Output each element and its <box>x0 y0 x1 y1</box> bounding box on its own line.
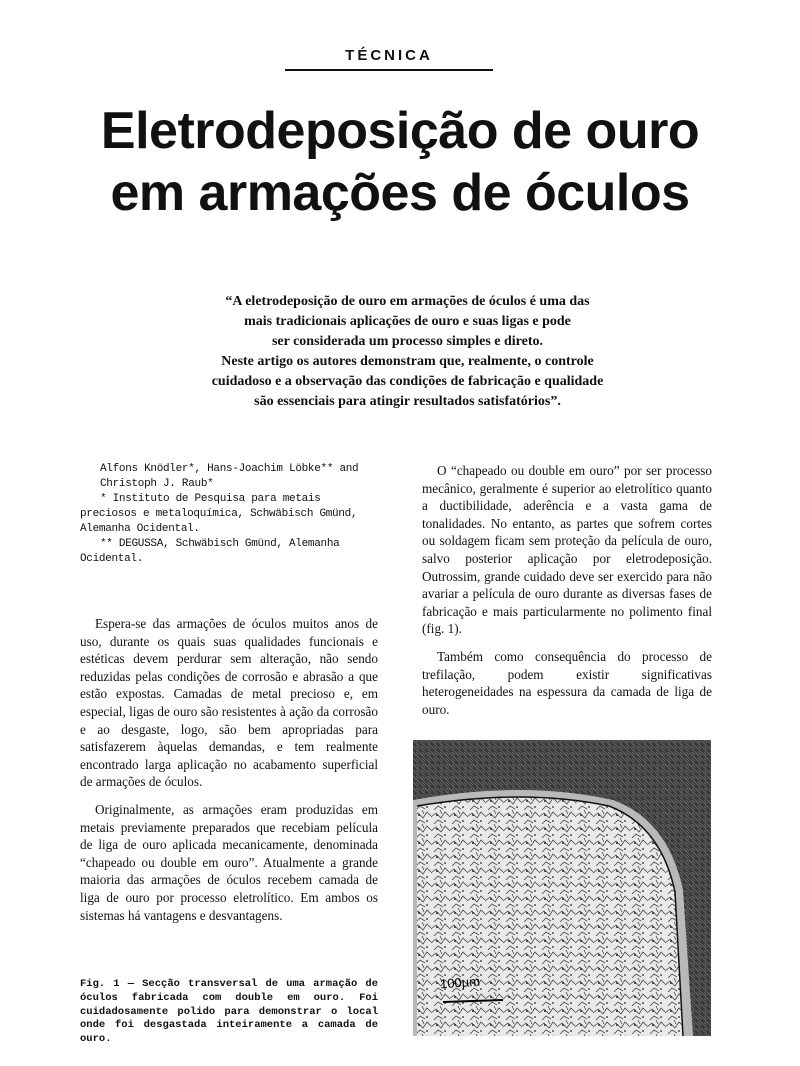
figure-caption: Fig. 1 — Secção transversal de uma armação de óculos fabricada com double em ouro. Foi cuidadosamente polido para demonstrar o local onde foi desgastada inteiramente a camada de ouro. <box>80 978 378 1046</box>
author-affiliation-1: * Instituto de Pesquisa para metais preciosos e metaloquímica, Schwäbisch Gmünd, Alemanha Ocidental. <box>80 493 358 535</box>
author-affiliation-2: ** DEGUSSA, Schwäbisch Gmünd, Alemanha Ocidental. <box>80 538 340 565</box>
author-block <box>80 462 380 567</box>
lead-paragraph <box>135 292 680 412</box>
body-paragraph: Originalmente, as armações eram produzidas em metais previamente preparados que recebiam película de liga de ouro aplicada mecanicamente, denominada “chapeado ou double em ouro”. Atualmente a grande maioria das armações de óculos recebem camada de liga de ouro por processo eletrolítico. Em ambos os sistemas há vantagens e desvantagens. <box>80 801 378 923</box>
lead-line: “A eletrodeposição de ouro em armações de óculos é uma das <box>225 294 590 309</box>
lead-line: ser considerada um processo simples e direto. <box>271 334 544 349</box>
lead-line: cuidadoso e a observação das condições de fabricação e qualidade <box>211 374 604 389</box>
body-right-column <box>422 462 712 728</box>
body-paragraph: Espera-se das armações de óculos muitos anos de uso, durante os quais suas qualidades funcionais e estéticas devem perdurar sem alteração, não sendo reduzidas pelas condições de corrosão e abrasão a que estão expostas. Camadas de metal precioso e, em especial, ligas de ouro são resistentes à ação da corrosão e ao desgaste, logo, são bem apropriadas para satisfazerem àquelas demandas, e tem realmente encontrado larga aplicação no acabamento superficial de armações de óculos. <box>80 616 378 790</box>
lead-line: Neste artigo os autores demonstram que, realmente, o controle <box>221 354 594 369</box>
section-label: TÉCNICA <box>345 47 433 64</box>
micrograph-image <box>413 740 711 1036</box>
headline <box>40 100 760 224</box>
body-left-column <box>80 615 378 934</box>
body-paragraph: Também como consequência do processo de trefilação, podem existir significativas heterogeneidades na espessura da camada de liga de ouro. <box>422 648 712 717</box>
author-names: Alfons Knödler*, Hans-Joachim Löbke** and Christoph J. Raub* <box>100 463 359 490</box>
lead-line: são essenciais para atingir resultados satisfatórios”. <box>254 394 561 409</box>
scale-bar-label: 100µm <box>439 973 481 992</box>
body-paragraph: O “chapeado ou double em ouro” por ser processo mecânico, geralmente é superior ao eletrolítico quanto a ductibilidade, aderência e a vasta gama de tonalidades. No entanto, as partes que sofrem cortes ou soldagem ficam sem proteção da película de ouro, salvo posterior aplicação por eletrodeposição. Outrossim, grande cuidado deve ser exercido para não avariar a película de ouro durante as diversas fases de fabricação e mais particularmente no polimento final (fig. 1). <box>422 463 712 637</box>
headline-line-1: Eletrodeposição de ouro <box>100 102 700 160</box>
lead-line: mais tradicionais aplicações de ouro e suas ligas e pode <box>244 314 571 329</box>
section-rule <box>285 69 493 71</box>
headline-line-2: em armações de óculos <box>110 164 690 222</box>
